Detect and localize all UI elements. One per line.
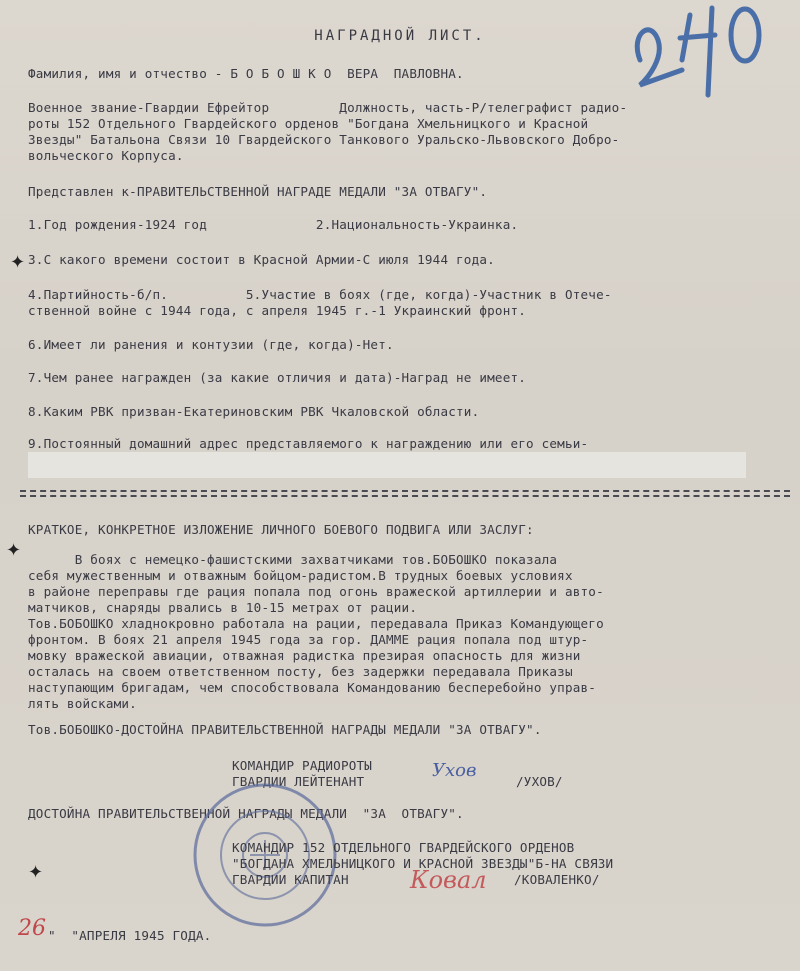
header-line: Фамилия, имя и отчество - Б О Б О Ш К О ВЕРА ПАВЛОВНА.	[28, 66, 464, 81]
archive-number-handwritten	[620, 0, 770, 100]
header-line: роты 152 Отдельного Гвардейского орденов "Богдана Хмельницкого и Красной	[28, 116, 589, 131]
redaction-band	[28, 452, 746, 478]
date-line: " "АПРЕЛЯ 1945 ГОДА.	[48, 928, 212, 943]
body-line: мовку вражеской авиации, отважная радистка презирая опасность для жизни	[28, 648, 581, 663]
header-line: 3.С какого времени состоит в Красной Армии-С июля 1944 года.	[28, 252, 495, 267]
battalion-commander-unit: "БОГДАНА ХМЕЛЬНИЦКОГО И КРАСНОЙ ЗВЕЗДЫ"Б-НА СВЯЗИ	[232, 856, 614, 871]
section-heading: КРАТКОЕ, КОНКРЕТНОЕ ИЗЛОЖЕНИЕ ЛИЧНОГО БОЕВОГО ПОДВИГА ИЛИ ЗАСЛУГ:	[28, 522, 534, 537]
commander-signature: Ухов	[432, 760, 477, 781]
body-line: в районе переправы где рация попала под огонь вражеской артиллерии и авто-	[28, 584, 604, 599]
commander-rank: ГВАРДИИ ЛЕЙТЕНАНТ	[232, 774, 365, 789]
margin-mark-icon: ✦	[28, 862, 44, 883]
battalion-commander-rank: ГВАРДИИ КАПИТАН	[232, 872, 349, 887]
body-line: осталась на своем ответственном посту, без задержки передавала Приказы	[28, 664, 573, 679]
header-line: 4.Партийность-б/п. 5.Участие в боях (где, когда)-Участник в Отече-	[28, 287, 612, 302]
document-title: НАГРАДНОЙ ЛИСТ.	[314, 28, 486, 44]
battalion-commander-name: /КОВАЛЕНКО/	[514, 872, 600, 887]
header-line: Военное звание-Гвардии Ефрейтор Должность, часть-Р/телеграфист радио-	[28, 100, 628, 115]
body-line: себя мужественным и отважным бойцом-радистом.В трудных боевых условиях	[28, 568, 573, 583]
section-divider	[20, 490, 790, 497]
battalion-commander-title: КОМАНДИР 152 ОТДЕЛЬНОГО ГВАРДЕЙСКОГО ОРДЕНОВ	[232, 840, 575, 855]
commander-title: КОМАНДИР РАДИОРОТЫ	[232, 758, 373, 773]
body-line: Тов.БОБОШКО хладнокровно работала на рации, передавала Приказ Командующего	[28, 616, 604, 631]
body-line: матчиков, снаряды рвались в 10-15 метрах от рации.	[28, 600, 418, 615]
header-line: Звезды" Батальона Связи 10 Гвардейского Танкового Уральско-Львовского Добро-	[28, 132, 620, 147]
body-line: фронтом. В боях 21 апреля 1945 года за гор. ДАММЕ рация попала под штур-	[28, 632, 589, 647]
header-line: ственной войне с 1944 года, с апреля 1945 г.-1 Украинский фронт.	[28, 303, 527, 318]
body-line: наступающим бригадам, чем способствовала Командованию бесперебойно управ-	[28, 680, 597, 695]
conclusion-line: ДОСТОЙНА ПРАВИТЕЛЬСТВЕННОЙ НАГРАДЫ МЕДАЛИ "ЗА ОТВАГУ".	[28, 806, 464, 821]
commander-name: /УХОВ/	[516, 774, 563, 789]
header-line: 8.Каким РВК призван-Екатериновским РВК Чкаловской области.	[28, 404, 480, 419]
body-line: Тов.БОБОШКО-ДОСТОЙНА ПРАВИТЕЛЬСТВЕННОЙ НАГРАДЫ МЕДАЛИ "ЗА ОТВАГУ".	[28, 722, 542, 737]
date-day-handwritten: 26	[18, 916, 46, 941]
battalion-commander-signature: Ковал	[410, 866, 487, 894]
header-line: 9.Постоянный домашний адрес представляемого к награждению или его семьи-	[28, 436, 589, 451]
official-stamp-icon	[190, 780, 340, 930]
header-line: вольческого Корпуса.	[28, 148, 184, 163]
body-line: В боях с немецко-фашистскими захватчиками тов.БОБОШКО показала	[28, 552, 558, 567]
margin-mark-icon: ✦	[6, 540, 22, 561]
header-line: Представлен к-ПРАВИТЕЛЬСТВЕННОЙ НАГРАДЕ МЕДАЛИ "ЗА ОТВАГУ".	[28, 184, 488, 199]
body-line: лять войсками.	[28, 696, 137, 711]
margin-mark-icon: ✦	[10, 252, 26, 273]
header-line: 1.Год рождения-1924 год 2.Национальность-Украинка.	[28, 217, 519, 232]
header-line: 7.Чем ранее награжден (за какие отличия и дата)-Наград не имеет.	[28, 370, 527, 385]
header-line: 6.Имеет ли ранения и контузии (где, когда)-Нет.	[28, 337, 394, 352]
